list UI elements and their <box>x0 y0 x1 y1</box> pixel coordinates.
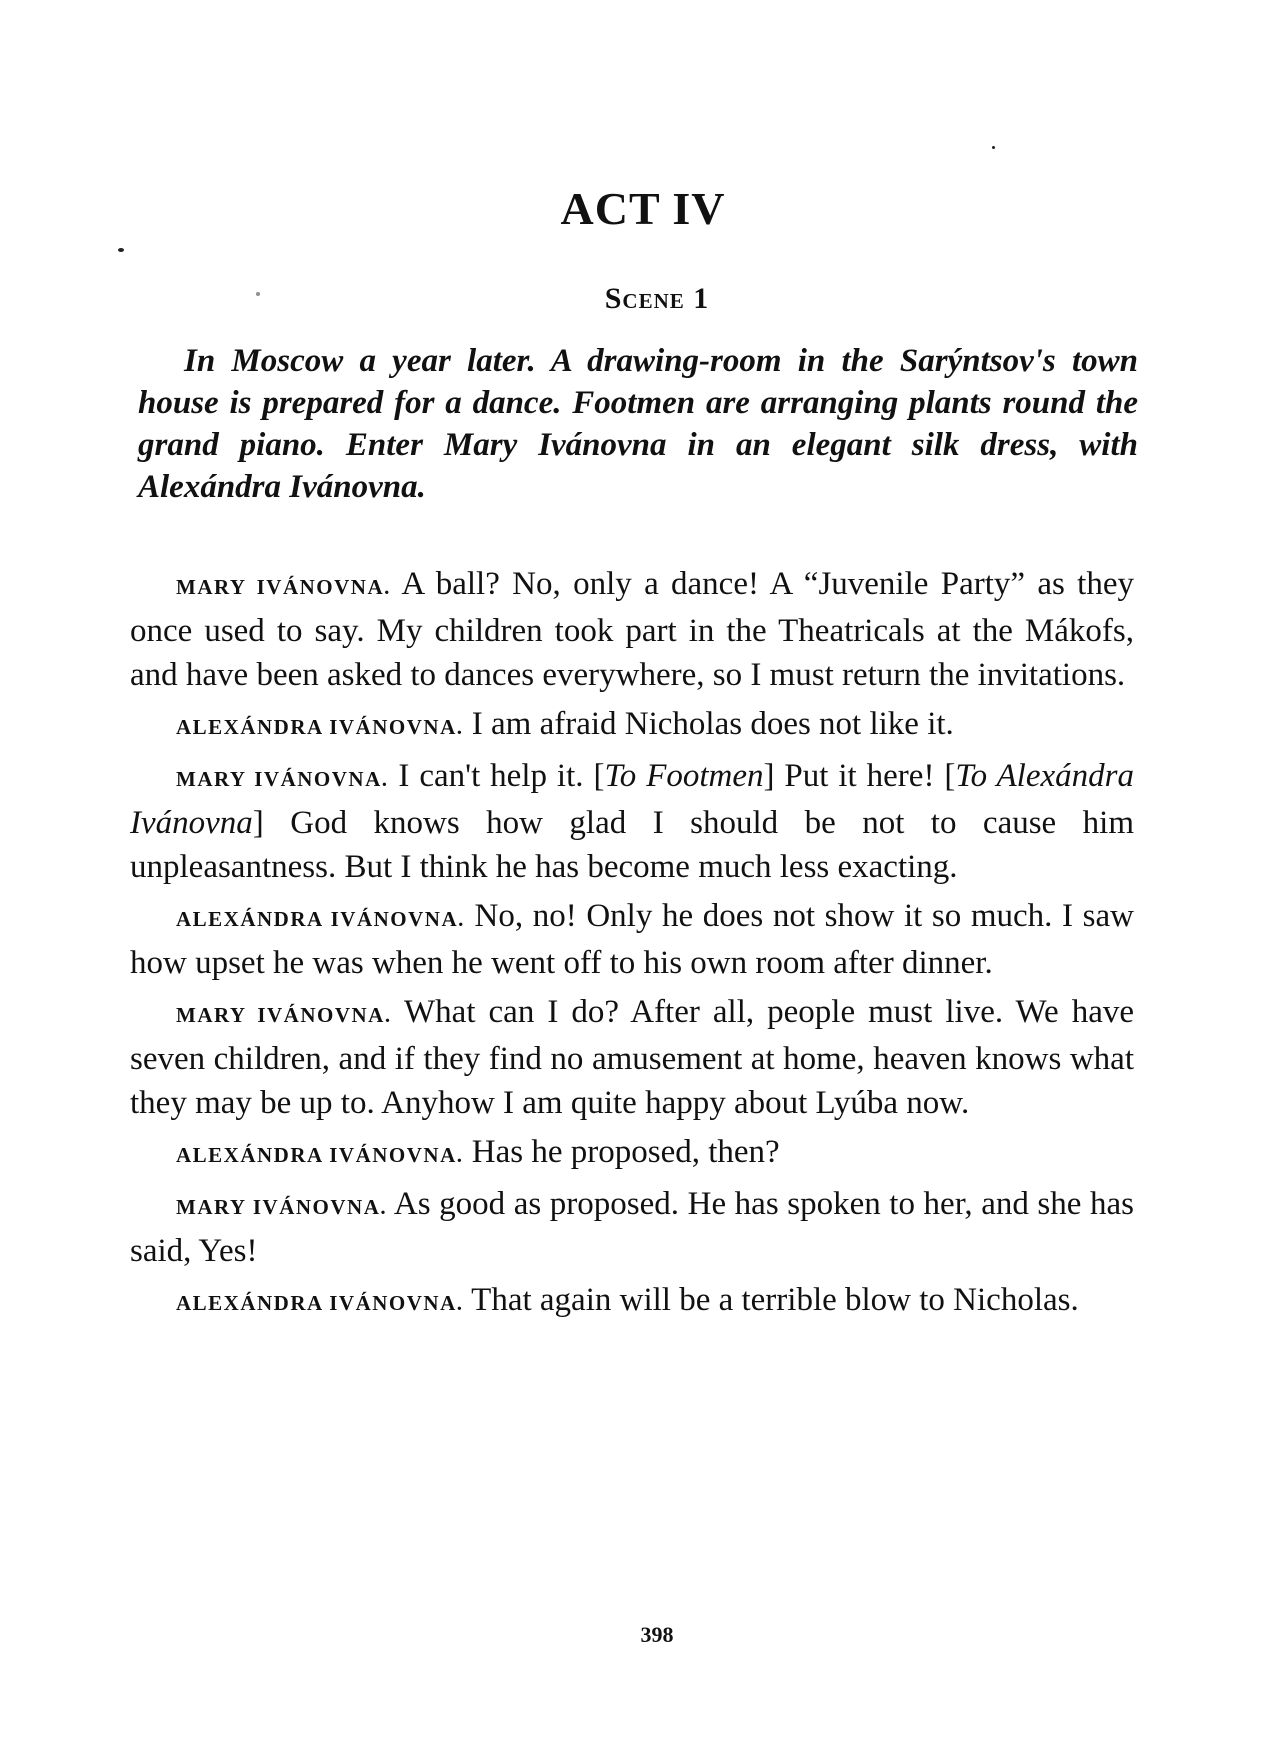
speech-text-part: ] God knows how glad I should be not to cause him unpleasantness. But I think he has become much less exacting. <box>130 805 1134 885</box>
speech-text: What can I do? After all, people must live. We have seven children, and if they find no amusement at home, heaven knows what they may be up to. Anyhow I am quite happy about Lyúba now. <box>130 994 1134 1121</box>
speaker-name: ALEXÁNDRA IVÁNOVNA. <box>176 907 465 931</box>
speech-text: That again will be a terrible blow to Nicholas. <box>471 1282 1079 1318</box>
speech-2 <box>130 702 1134 749</box>
speech-8 <box>130 1278 1134 1325</box>
speaker-name: ALEXÁNDRA IVÁNOVNA. <box>176 1291 464 1315</box>
inline-stage-direction: To Alexándra Ivánovna <box>130 758 1134 841</box>
speech-7 <box>130 1182 1134 1273</box>
speaker-name: MARY IVÁNOVNA. <box>176 767 389 791</box>
act-title: ACT IV <box>560 183 726 234</box>
stage-direction: In Moscow a year later. A drawing-room in the Sarýntsov's town house is prepared for a dance. Footmen are arranging plants round the grand piano. Enter Mary Ivánovna in an elegant silk dress, with Alexándra Ivánovna. <box>138 343 1138 505</box>
scene-title: Scene 1 <box>604 282 710 315</box>
speaker-name: ALEXÁNDRA IVÁNOVNA. <box>176 1143 464 1167</box>
speech-text: A ball? No, only a dance! A “Juvenile Party” as they once used to say. My children took part in the Theatricals at the Mákofs, and have been asked to dances everywhere, so I must return the invitations. <box>130 566 1134 693</box>
speech-text-part: ] Put it here! [ <box>763 758 956 794</box>
speech-text: As good as proposed. He has spoken to her, and she has said, Yes! <box>130 1186 1134 1269</box>
speech-1 <box>130 562 1134 697</box>
speech-4 <box>130 894 1134 985</box>
speech-3 <box>130 754 1134 889</box>
speech-text: I am afraid Nicholas does not like it. <box>471 706 954 742</box>
dialogue <box>130 562 1134 1330</box>
speaker-name: ALEXÁNDRA IVÁNOVNA. <box>176 715 464 739</box>
speaker-name: MARY IVÁNOVNA. <box>176 1195 388 1219</box>
speech-text-part: I can't help it. [ <box>398 758 605 794</box>
inline-stage-direction: To Footmen <box>604 758 764 794</box>
speech-5 <box>130 990 1134 1125</box>
speech-text: No, no! Only he does not show it so much. I saw how upset he was when he went off to his own room after dinner. <box>130 898 1134 981</box>
speaker-name: MARY IVÁNOVNA. <box>176 575 391 599</box>
speech-text: Has he proposed, then? <box>471 1134 780 1170</box>
scan-speck <box>118 248 124 252</box>
scan-speck <box>992 146 995 149</box>
scan-speck <box>256 292 260 296</box>
speaker-name: MARY IVÁNOVNA. <box>176 1003 392 1027</box>
page-number: 398 <box>640 1622 674 1647</box>
speech-6 <box>130 1130 1134 1177</box>
